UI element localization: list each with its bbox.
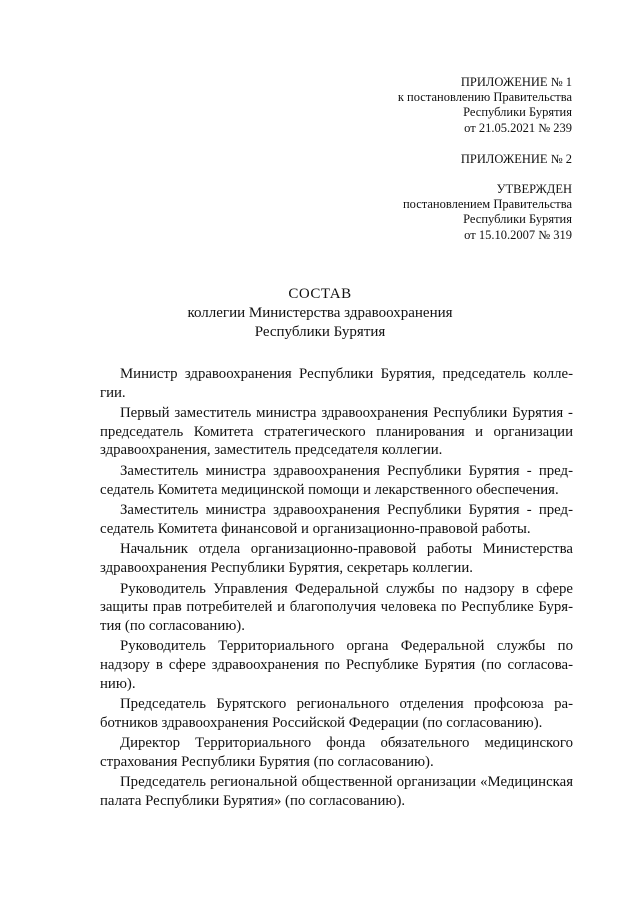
member-item-5: Начальник отдела организационно-правовой работы Министерства здравоохранения Республики Бурятия, секретарь коллегии. — [100, 541, 573, 576]
approved-block — [403, 182, 572, 243]
appendix-1-block — [398, 75, 572, 136]
members-list — [100, 365, 573, 813]
approved-line-1: постановлением Правительства — [402, 197, 572, 212]
appendix-1-title: ПРИЛОЖЕНИЕ № 1 — [460, 75, 572, 89]
approved-line-3: от 15.10.2007 № 319 — [464, 227, 572, 242]
appendix-2-block — [461, 152, 572, 167]
member-item-2: Первый заместитель министра здравоохранения Республики Бурятия - председатель Комитета стратегического планирования и организации здравоохранения, заместитель председателя коллегии. — [100, 405, 573, 459]
appendix-2-title: ПРИЛОЖЕНИЕ № 2 — [460, 152, 572, 166]
member-item-7: Руководитель Территориального органа Федеральной службы по надзору в сфере здравоохранения по Республике Бурятия (по согласованию). — [100, 638, 573, 692]
heading-line-1: коллегии Министерства здравоохранения — [187, 304, 453, 321]
member-item-6: Руководитель Управления Федеральной службы по надзору в сфере защиты прав потребителей и благополучия человека по Республике Бурятия (по согласованию). — [100, 580, 573, 634]
appendix-1-line-1: к постановлению Правительства — [397, 90, 572, 105]
member-item-3: Заместитель министра здравоохранения Республики Бурятия - председатель Комитета медицинской помощи и лекарственного обеспечения. — [100, 462, 573, 498]
appendix-1-line-3: от 21.05.2021 № 239 — [464, 120, 572, 135]
heading-line-2: Республики Бурятия — [254, 323, 386, 340]
heading-title: СОСТАВ — [288, 286, 352, 302]
approved-line-2: Республики Бурятия — [463, 212, 572, 227]
approved-title: УТВЕРЖДЕН — [496, 182, 572, 196]
member-item-1: Министр здравоохранения Республики Бурятия, председатель коллегии. — [100, 366, 573, 401]
member-item-10: Председатель региональной общественной организации «Медицинская палата Республики Бурятия» (по согласованию). — [100, 774, 573, 810]
appendix-1-line-2: Республики Бурятия — [463, 105, 572, 120]
document-heading — [0, 285, 640, 341]
member-item-8: Председатель Бурятского регионального отделения профсоюза работников здравоохранения Российской Федерации (по согласованию). — [100, 696, 573, 731]
member-item-9: Директор Территориального фонда обязательного медицинского страхования Республики Бурятия (по согласованию). — [100, 735, 573, 770]
member-item-4: Заместитель министра здравоохранения Республики Бурятия - председатель Комитета финансовой и организационно-правовой работы. — [100, 502, 573, 537]
